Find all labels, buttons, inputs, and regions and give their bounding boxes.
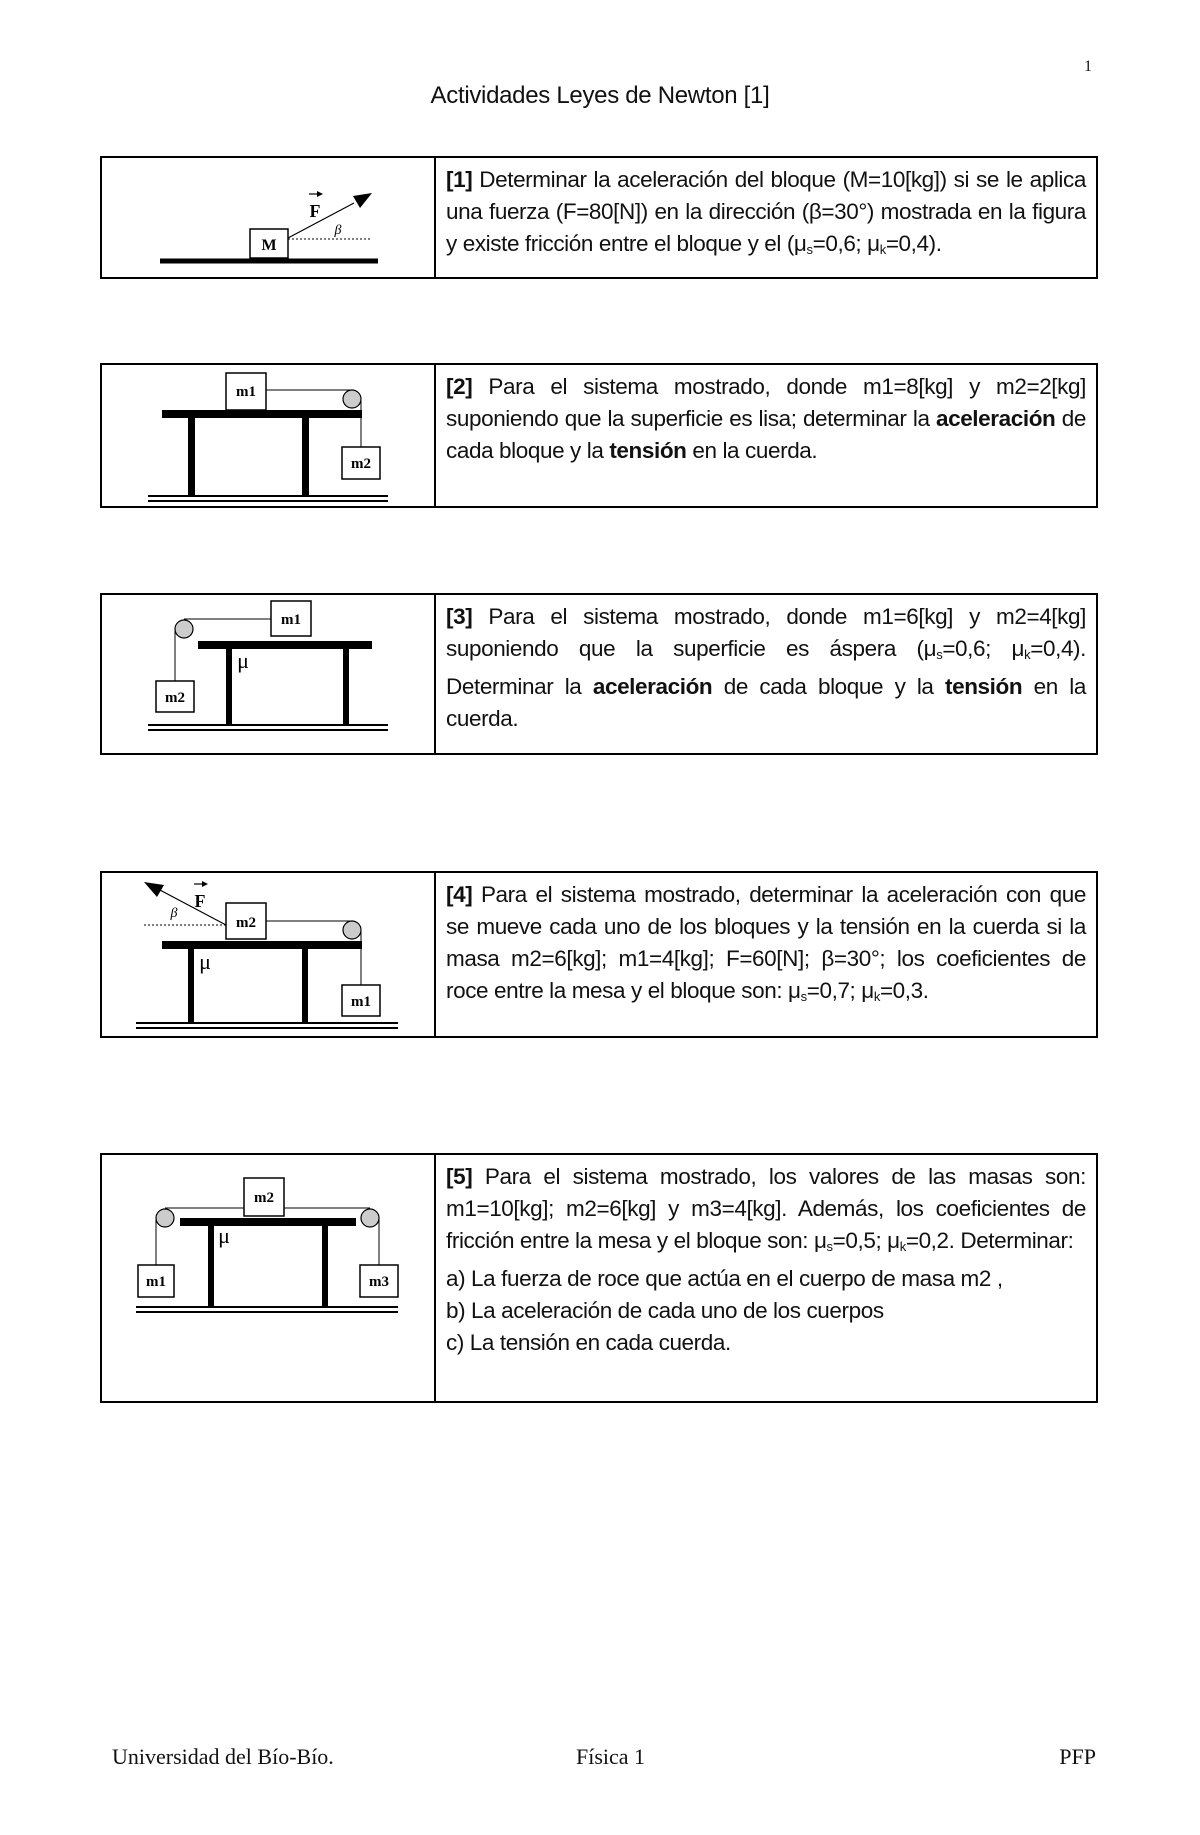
figure-2 — [102, 365, 436, 506]
keyword: aceleración — [592, 674, 713, 699]
angle-label: β — [170, 906, 178, 921]
block-label-m2: m2 — [236, 915, 256, 931]
figure-4-diagram — [102, 873, 434, 1036]
keyword: tensión — [944, 674, 1023, 699]
problem-number: [5] — [446, 1164, 473, 1189]
problem-2 — [100, 363, 1098, 508]
list-item: a) La fuerza de roce que actúa en el cuerpo de masa m2 , — [446, 1266, 1003, 1291]
figure-3 — [102, 595, 436, 753]
text: =0,4). Determinar la — [446, 636, 1086, 699]
problem-2-text — [436, 365, 1096, 506]
text: Para el sistema mostrado, donde m1=8[kg] y m2=2[kg] suponiendo que la superficie es lisa; determinar la — [446, 374, 1086, 431]
subscript: s — [800, 989, 807, 1004]
block-label-m2: m2 — [254, 1190, 274, 1206]
keyword: tensión — [609, 438, 687, 463]
text: de cada bloque y la — [712, 674, 945, 699]
force-label: F — [194, 891, 206, 911]
problem-number: [4] — [446, 882, 473, 907]
problem-4 — [100, 871, 1098, 1038]
text: Determinar la aceleración del bloque (M=10[kg]) si se le aplica una fuerza (F=80[N]) en la dirección (β=30°) mostrada en la figura y existe fricción entre el bloque y el (μ — [446, 167, 1086, 256]
subscript: k — [873, 989, 880, 1004]
block-label-m2: m2 — [165, 690, 185, 706]
problem-5 — [100, 1153, 1098, 1403]
problem-1 — [100, 156, 1098, 279]
figure-1 — [102, 158, 436, 277]
subscript: s — [826, 1239, 833, 1254]
mu-label: μ — [218, 1223, 230, 1248]
subscript: k — [1024, 647, 1031, 662]
angle-label: β — [334, 223, 342, 238]
block-label-m2: m2 — [351, 456, 371, 472]
footer-center: Física 1 — [576, 1744, 646, 1769]
figure-2-diagram — [102, 365, 434, 506]
text: =0,5; μ — [832, 1228, 900, 1253]
subscript: k — [899, 1239, 906, 1254]
list-item: c) La tensión en cada cuerda. — [446, 1330, 731, 1355]
figure-5-diagram — [102, 1155, 434, 1401]
text: =0,4). — [885, 231, 942, 256]
mu-label: μ — [237, 648, 249, 673]
block-label-m3: m3 — [369, 1274, 389, 1290]
footer-left: Universidad del Bío-Bío. — [112, 1744, 334, 1769]
subscript: s — [936, 647, 943, 662]
figure-1-diagram — [102, 158, 434, 277]
problem-number: [1] — [446, 167, 473, 192]
problem-4-text — [436, 873, 1096, 1036]
footer-right: PFP — [1059, 1744, 1096, 1769]
problem-3-text — [436, 595, 1096, 753]
list-item: b) La aceleración de cada uno de los cuerpos — [446, 1298, 884, 1323]
force-label: F — [309, 201, 321, 221]
figure-4 — [102, 873, 436, 1036]
block-label-m: M — [261, 237, 277, 254]
page-title: Actividades Leyes de Newton [1] — [430, 82, 770, 109]
problem-number: [3] — [446, 604, 473, 629]
problem-number: [2] — [446, 374, 473, 399]
problem-5-text — [436, 1155, 1096, 1401]
text: =0,6; μ — [942, 636, 1025, 661]
text: de cada bloque y la — [446, 406, 1087, 463]
keyword: aceleración — [935, 406, 1056, 431]
block-label-m1: m1 — [351, 994, 371, 1010]
block-label-m1: m1 — [281, 612, 301, 628]
figure-3-diagram — [102, 595, 434, 753]
text: =0,6; μ — [812, 231, 880, 256]
text: Para el sistema mostrado, determinar la aceleración con que se mueve cada uno de los bloques y la tensión en la cuerda si la masa m2=6[kg]; m1=4[kg]; F=60[N]; β=30°; los coeficientes de roce entre la mesa y el bloque son: μ — [446, 882, 1086, 1003]
mu-label: μ — [199, 949, 211, 974]
text: en la cuerda. — [446, 674, 1086, 731]
page-number: 1 — [1084, 58, 1092, 75]
text: =0,2. Determinar: — [905, 1228, 1074, 1253]
block-label-m1: m1 — [236, 384, 256, 400]
text: =0,3. — [879, 978, 929, 1003]
subscript: s — [806, 242, 813, 257]
text: en la cuerda. — [686, 438, 818, 463]
text: =0,7; μ — [806, 978, 874, 1003]
problem-1-text — [436, 158, 1096, 277]
subscript: k — [879, 242, 886, 257]
problem-3 — [100, 593, 1098, 755]
block-label-m1: m1 — [146, 1274, 166, 1290]
text: Para el sistema mostrado, donde m1=6[kg] y m2=4[kg] suponiendo que la superficie es áspera (μ — [446, 604, 1086, 661]
figure-5 — [102, 1155, 436, 1401]
text: Para el sistema mostrado, los valores de las masas son: m1=10[kg]; m2=6[kg] y m3=4[kg]. Además, los coeficientes de fricción entre la mesa y el bloque son: μ — [446, 1164, 1086, 1253]
